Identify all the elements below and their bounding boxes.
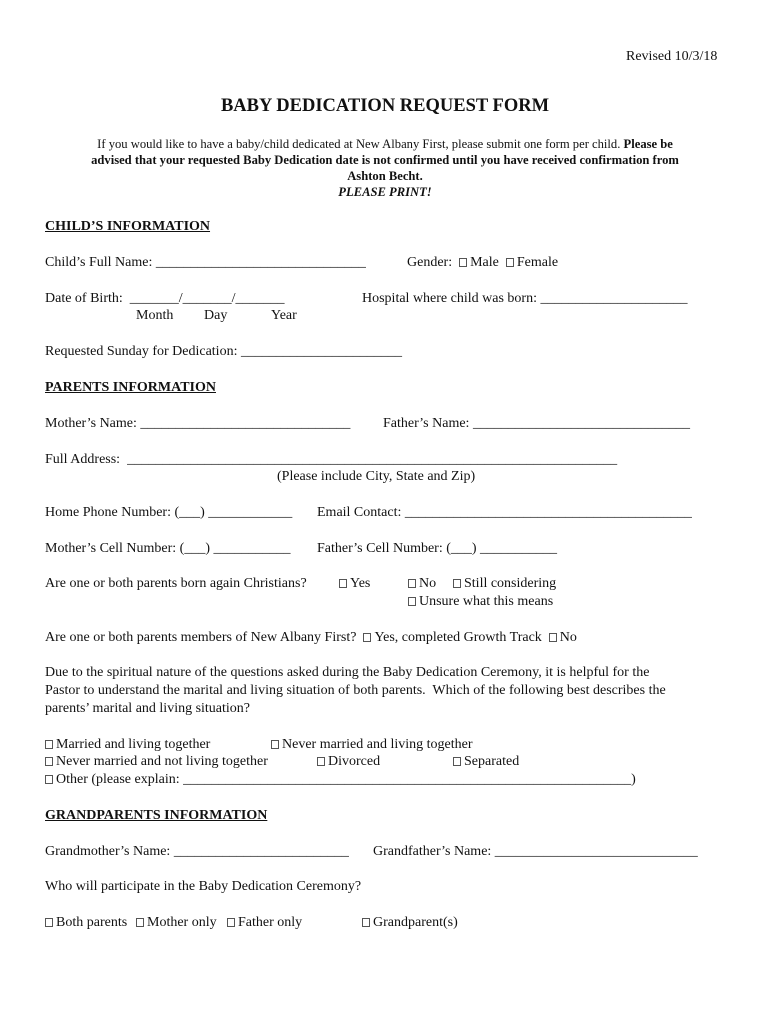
dob-day-label: Day [204, 308, 228, 323]
dob-field[interactable]: Date of Birth: _______/_______/_______ [45, 291, 285, 306]
checkbox-icon[interactable] [45, 757, 53, 766]
father-name-field[interactable]: Father’s Name: _______________________________ [383, 416, 690, 431]
marital-paragraph-line-3: parents’ marital and living situation? [45, 701, 251, 716]
separated-option[interactable] [453, 753, 519, 770]
checkbox-icon[interactable] [453, 757, 461, 766]
gender-label: Gender: [407, 255, 453, 270]
divorced-label: Divorced [328, 754, 381, 769]
christian-still-option[interactable] [453, 575, 556, 592]
christian-unsure-label: Unsure what this means [419, 594, 554, 609]
email-field[interactable]: Email Contact: _________________________________________ [317, 505, 692, 520]
male-checkbox[interactable] [459, 258, 467, 267]
mother-only-option[interactable] [136, 914, 217, 931]
never-married-not-living-label: Never married and not living together [56, 754, 268, 769]
ceremony-question: Who will participate in the Baby Dedication Ceremony? [45, 879, 362, 894]
married-living-label: Married and living together [56, 737, 211, 752]
member-yes-checkbox[interactable] [363, 633, 371, 642]
father-only-option[interactable] [227, 914, 302, 931]
marital-paragraph-line-2: Pastor to understand the marital and living situation of both parents. Which of the following best describes the [45, 683, 666, 698]
checkbox-icon[interactable] [271, 740, 279, 749]
other-option[interactable] [45, 771, 636, 788]
grandparents-info-heading: GRANDPARENTS INFORMATION [45, 808, 268, 823]
checkbox-icon[interactable] [317, 757, 325, 766]
checkbox-icon[interactable] [136, 918, 144, 927]
mother-name-field[interactable]: Mother’s Name: ______________________________ [45, 416, 351, 431]
checkbox-icon[interactable] [362, 918, 370, 927]
christian-still-label: Still considering [464, 576, 557, 591]
dob-month-label: Month [136, 308, 174, 323]
dob-year-label: Year [271, 308, 297, 323]
revised-date: Revised 10/3/18 [626, 49, 718, 64]
other-label[interactable]: Other (please explain: ________________________________________________________________) [56, 772, 636, 787]
father-cell-field[interactable]: Father’s Cell Number: (___) ___________ [317, 541, 558, 556]
divorced-option[interactable] [317, 753, 380, 770]
married-living-option[interactable] [45, 736, 210, 753]
christian-unsure-option[interactable] [408, 593, 553, 610]
grandmother-name-field[interactable]: Grandmother’s Name: _________________________ [45, 844, 349, 859]
checkbox-icon[interactable] [45, 740, 53, 749]
female-label: Female [516, 255, 559, 270]
address-note: (Please include City, State and Zip) [277, 469, 476, 484]
intro-bold-start: Please be [623, 137, 673, 151]
christian-no-label: No [419, 576, 437, 591]
address-field[interactable]: Full Address: ______________________________________________________________________ [45, 452, 618, 467]
checkbox-icon[interactable] [45, 918, 53, 927]
female-checkbox[interactable] [506, 258, 514, 267]
requested-sunday-field[interactable]: Requested Sunday for Dedication: _______________________ [45, 344, 402, 359]
checkbox-icon[interactable] [227, 918, 235, 927]
separated-label: Separated [464, 754, 520, 769]
grandfather-name-field[interactable]: Grandfather’s Name: _____________________________ [373, 844, 698, 859]
intro-text: If you would like to have a baby/child dedicated at New Albany First, please submit one form per child. [97, 137, 621, 151]
page-title: BABY DEDICATION REQUEST FORM [220, 96, 550, 116]
intro-line-3: Ashton Becht. [347, 169, 423, 183]
membership-question-text: Are one or both parents members of New Albany First? [45, 630, 357, 645]
male-label: Male [470, 255, 499, 270]
checkbox-icon[interactable] [45, 775, 53, 784]
intro-line-2: advised that your requested Baby Dedication date is not confirmed until you have received confirmation from [91, 153, 679, 167]
never-married-living-label: Never married and living together [282, 737, 473, 752]
member-no-label: No [559, 630, 577, 645]
member-yes-label: Yes, completed Growth Track [374, 630, 542, 645]
childs-info-heading: CHILD’S INFORMATION [45, 219, 211, 234]
checkbox-icon[interactable] [408, 597, 416, 606]
never-married-not-living-option[interactable] [45, 753, 268, 770]
gender-group [407, 254, 558, 271]
mother-only-label: Mother only [147, 915, 217, 930]
membership-question [45, 629, 577, 646]
hospital-field[interactable]: Hospital where child was born: _____________________ [362, 291, 688, 306]
both-parents-option[interactable] [45, 914, 127, 931]
please-print: PLEASE PRINT! [338, 185, 432, 199]
child-name-field[interactable]: Child’s Full Name: ______________________________ [45, 255, 366, 270]
checkbox-icon[interactable] [408, 579, 416, 588]
never-married-living-option[interactable] [271, 736, 472, 753]
marital-paragraph-line-1: Due to the spiritual nature of the questions asked during the Baby Dedication Ceremony, it is helpful for the [45, 665, 650, 680]
member-no-checkbox[interactable] [549, 633, 557, 642]
christian-yes-option[interactable] [339, 575, 370, 592]
christian-no-option[interactable] [408, 575, 436, 592]
grandparents-option[interactable] [362, 914, 458, 931]
checkbox-icon[interactable] [339, 579, 347, 588]
christian-yes-label: Yes [350, 576, 371, 591]
father-only-label: Father only [238, 915, 303, 930]
intro-line-1 [0, 136, 770, 152]
mother-cell-field[interactable]: Mother’s Cell Number: (___) ___________ [45, 541, 291, 556]
home-phone-field[interactable]: Home Phone Number: (___) ____________ [45, 505, 293, 520]
checkbox-icon[interactable] [453, 579, 461, 588]
both-parents-label: Both parents [56, 915, 128, 930]
parents-info-heading: PARENTS INFORMATION [45, 380, 216, 395]
christian-question: Are one or both parents born again Christians? [45, 576, 307, 591]
grandparents-label: Grandparent(s) [373, 915, 458, 930]
